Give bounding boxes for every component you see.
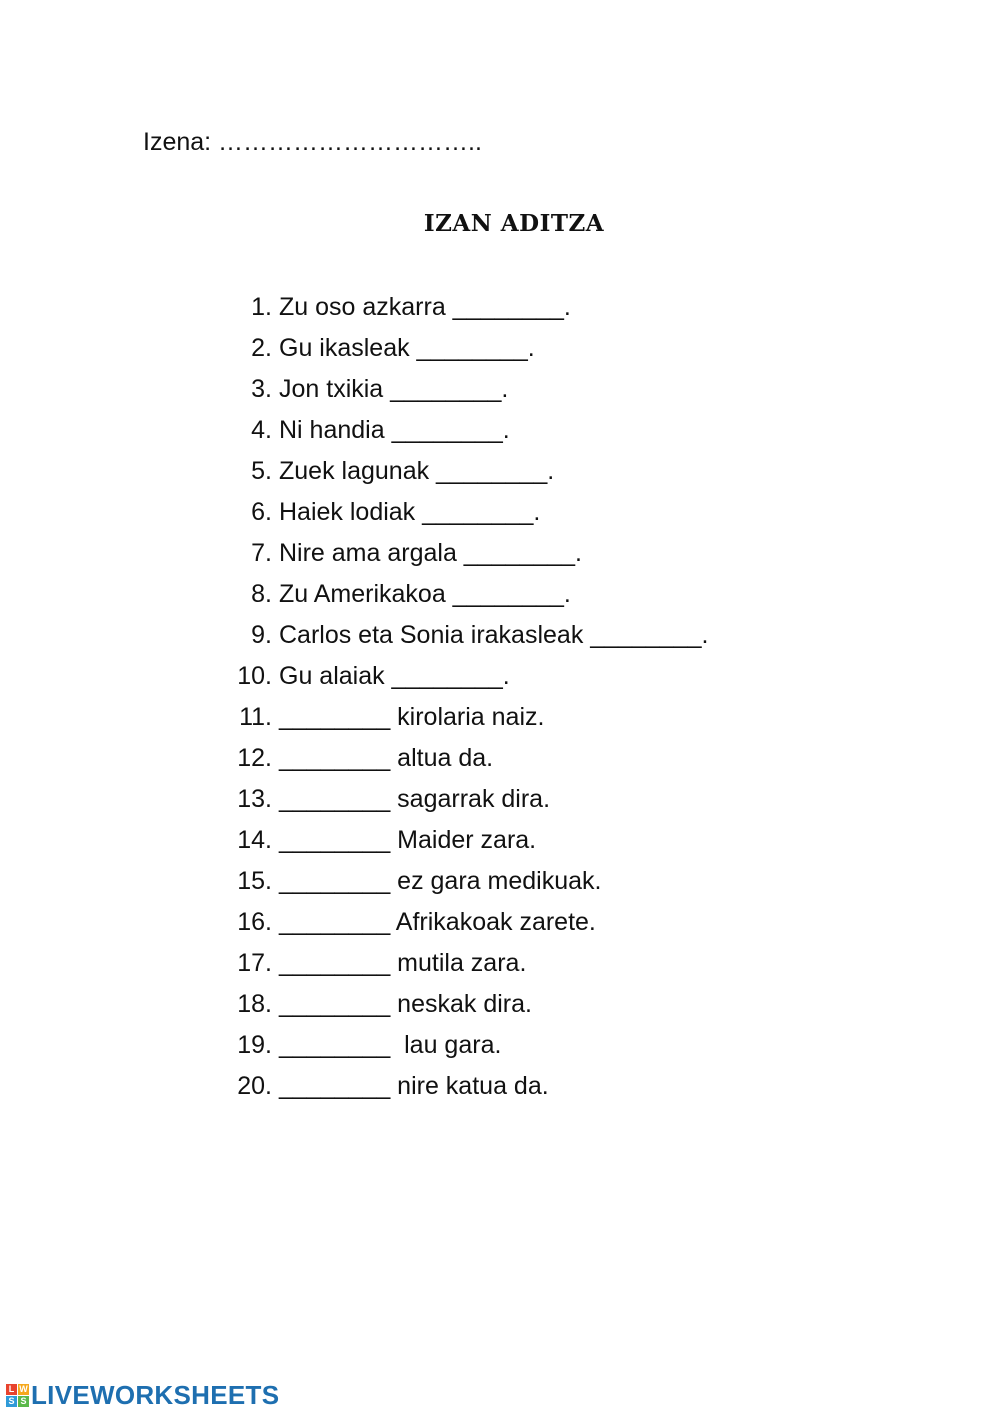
worksheet-title: IZAN ADITZA [423,210,605,237]
list-item [225,783,708,824]
item-text: ________ Maider zara. [279,826,537,854]
item-text: ________ neskak dira. [279,990,532,1018]
item-number: 16. [237,908,272,936]
logo-tile: S [18,1396,29,1407]
name-field-label: Izena: ………………………….. [143,128,482,156]
list-item [225,578,708,619]
item-number: 20. [237,1072,272,1100]
item-number: 14. [237,826,272,854]
item-number: 15. [237,867,272,895]
item-number: 13. [237,785,272,813]
item-number: 7. [251,539,272,567]
item-text: ________ Afrikakoak zarete. [279,908,596,936]
list-item [225,291,708,332]
item-text: ________ lau gara. [279,1031,502,1059]
list-item [225,373,708,414]
item-text: Jon txikia ________. [279,375,509,403]
item-number: 3. [251,375,272,403]
list-item [225,1029,708,1070]
list-item [225,824,708,865]
list-item [225,619,708,660]
item-number: 12. [237,744,272,772]
item-number: 19. [237,1031,272,1059]
list-item [225,947,708,988]
list-item [225,332,708,373]
item-number: 9. [251,621,272,649]
liveworksheets-logo-icon [6,1384,29,1407]
item-number: 1. [251,293,272,321]
item-text: Zuek lagunak ________. [279,457,555,485]
item-number: 4. [251,416,272,444]
list-item [225,906,708,947]
item-number: 5. [251,457,272,485]
item-number: 6. [251,498,272,526]
item-text: ________ sagarrak dira. [279,785,551,813]
item-text: ________ nire katua da. [279,1072,549,1100]
item-text: Gu ikasleak ________. [279,334,535,362]
list-item [225,742,708,783]
item-number: 17. [237,949,272,977]
list-item [225,701,708,742]
item-number: 18. [237,990,272,1018]
list-item [225,455,708,496]
list-item [225,1070,708,1111]
exercise-list [225,291,708,1111]
item-text: ________ mutila zara. [279,949,527,977]
list-item [225,537,708,578]
logo-tile: S [6,1396,17,1407]
logo-wordmark: LIVEWORKSHEETS [31,1379,280,1410]
logo-tile: W [19,1383,28,1394]
logo-tile: L [6,1384,17,1395]
item-text: Haiek lodiak ________. [279,498,541,526]
item-text: Nire ama argala ________. [279,539,582,567]
list-item [225,988,708,1029]
item-number: 8. [251,580,272,608]
list-item [225,496,708,537]
item-text: Ni handia ________. [279,416,510,444]
list-item [225,414,708,455]
item-text: ________ kirolaria naiz. [279,703,545,731]
item-text: ________ ez gara medikuak. [279,867,602,895]
item-text: Gu alaiak ________. [279,662,510,690]
item-number: 2. [251,334,272,362]
item-number: 10. [237,662,272,690]
list-item [225,865,708,906]
item-text: Carlos eta Sonia irakasleak ________. [279,621,709,649]
liveworksheets-logo[interactable] [6,1378,279,1412]
list-item [225,660,708,701]
item-text: Zu Amerikakoa ________. [279,580,571,608]
item-text: ________ altua da. [279,744,494,772]
item-text: Zu oso azkarra ________. [279,293,571,321]
item-number: 11. [239,703,272,731]
